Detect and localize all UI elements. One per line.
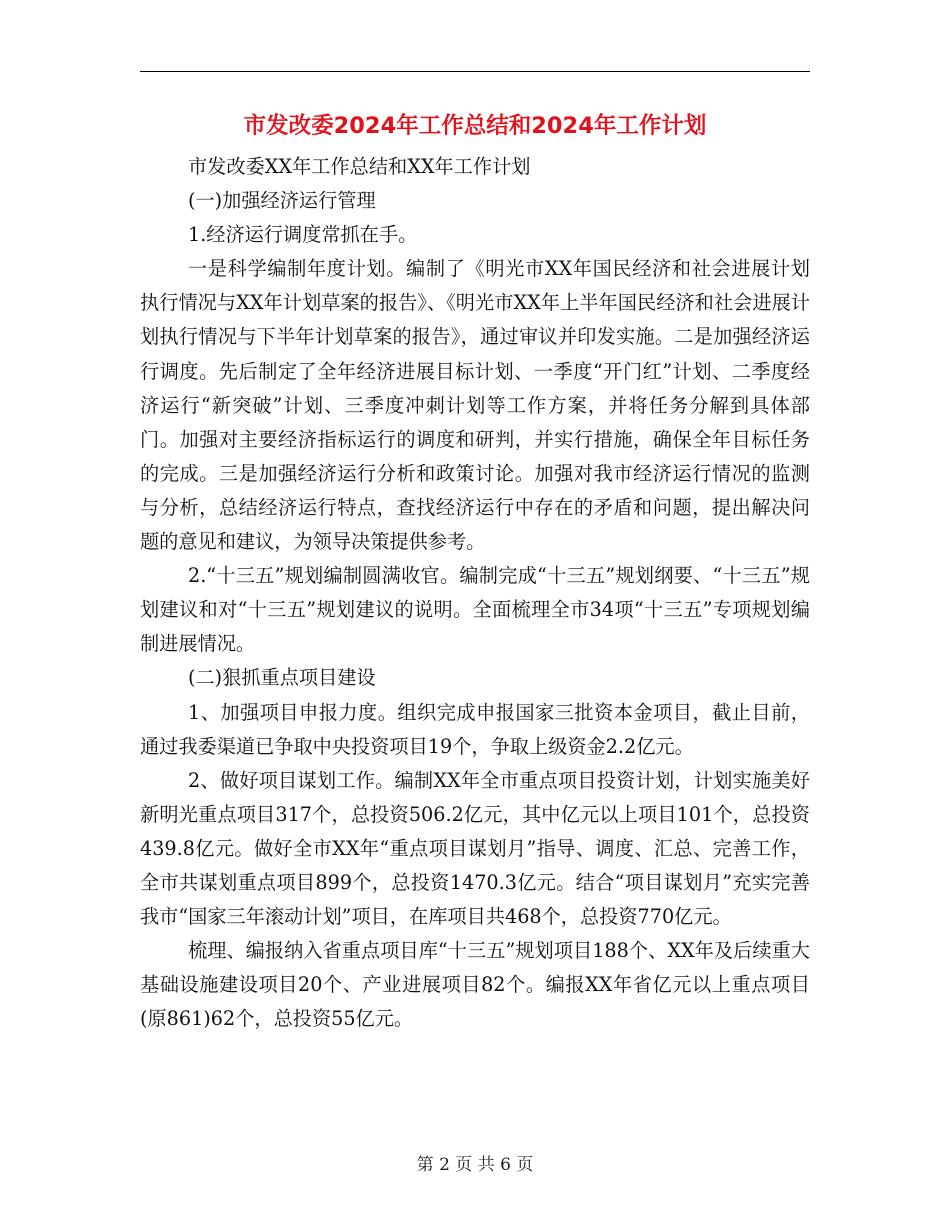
- document-title: 市发改委2024年工作总结和2024年工作计划: [243, 113, 707, 139]
- paragraph-project-application: 1、加强项目申报力度。组织完成申报国家三批资本金项目，截止目前，通过我委渠道已争取中央投资项目19个，争取上级资金2.2亿元。: [140, 700, 810, 758]
- paragraph-provincial-projects: 梳理、编报纳入省重点项目库“十三五”规划项目188个、XX年及后续重大基础设施建设项目20个、产业进展项目82个。编报XX年省亿元以上重点项目(原861)62个，总投资55亿元。: [140, 939, 810, 1031]
- paragraph-project-planning: 2、做好项目谋划工作。编制XX年全市重点项目投资计划，计划实施美好新明光重点项目317个，总投资506.2亿元，其中亿元以上项目101个，总投资439.8亿元。做好全市XX年“重点项目谋划月”指导、调度、汇总、完善工作，全市共谋划重点项目899个，总投资1470.3亿元。结合“项目谋划月”充实完善我市“国家三年滚动计划”项目，在库项目共468个，总投资770亿元。: [140, 768, 810, 929]
- paragraph-section-heading-2: (二)狠抓重点项目建设: [188, 666, 376, 690]
- paragraph-item-heading-1: 1.经济运行调度常抓在手。: [188, 223, 418, 247]
- paragraph-section-heading-1: (一)加强经济运行管理: [188, 189, 376, 213]
- page-footer: 第 2 页 共 6 页: [416, 1155, 534, 1175]
- paragraph-annual-plan: 一是科学编制年度计划。编制了《明光市XX年国民经济和社会进展计划执行情况与XX年计划草案的报告》、《明光市XX年上半年国民经济和社会进展计划执行情况与下半年计划草案的报告》，通过审议并印发实施。二是加强经济运行调度。先后制定了全年经济进展目标计划、一季度“开门红”计划、二季度经济运行“新突破”计划、三季度冲刺计划等工作方案，并将任务分解到具体部门。加强对主要经济指标运行的调度和研判，并实行措施，确保全年目标任务的完成。三是加强经济运行分析和政策讨论。加强对我市经济运行情况的监测与分析，总结经济运行特点，查找经济运行中存在的矛盾和问题，提出解决问题的意见和建议，为领导决策提供参考。: [140, 257, 810, 554]
- document-body: [140, 150, 810, 1036]
- paragraph-subtitle: 市发改委XX年工作总结和XX年工作计划: [188, 155, 531, 178]
- header-rule: [140, 71, 810, 72]
- paragraph-five-year-plan: 2.“十三五”规划编制圆满收官。编制完成“十三五”规划纲要、“十三五”规划建议和对“十三五”规划建议的说明。全面梳理全市34项“十三五”专项规划编制进展情况。: [140, 564, 810, 656]
